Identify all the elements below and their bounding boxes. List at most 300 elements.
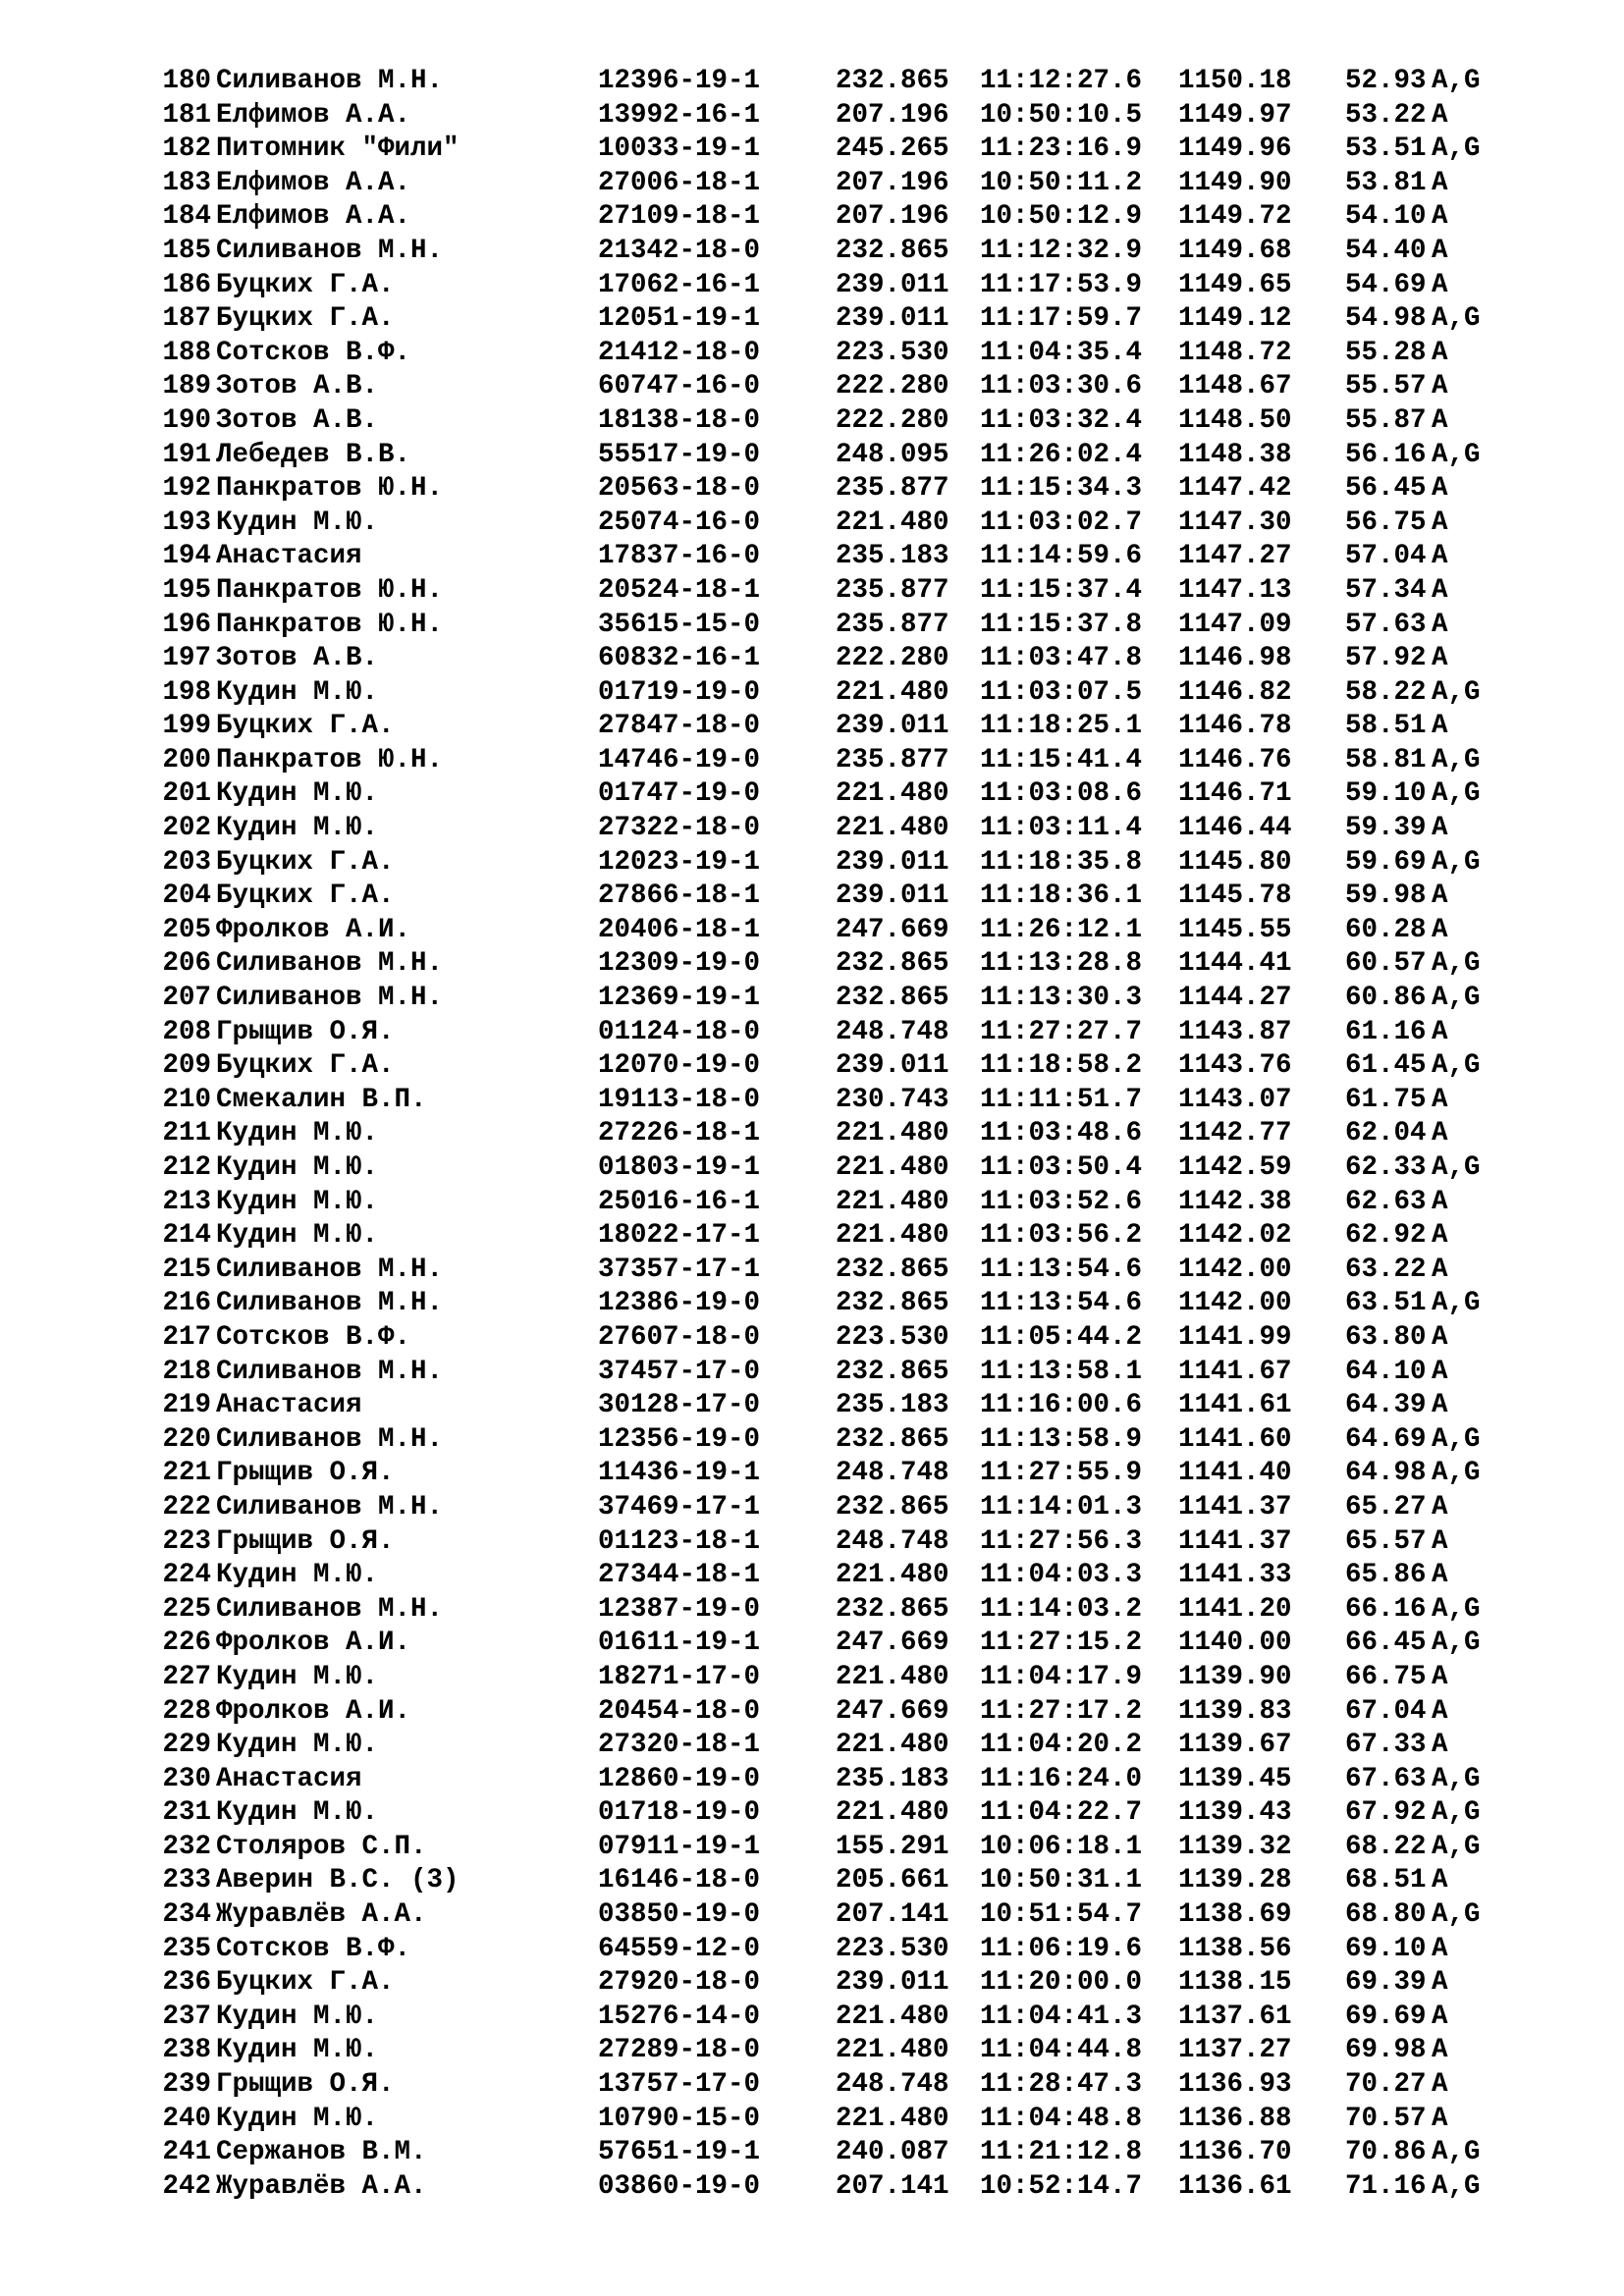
- table-row: [0, 1796, 1624, 1831]
- time-cell: 11:13:54.6: [980, 1254, 1143, 1285]
- ring-cell: 15276-14-0: [598, 2001, 761, 2032]
- name-cell: Силиванов М.Н.: [216, 1356, 444, 1387]
- table-row: [0, 65, 1624, 99]
- name-cell: Грыщив О.Я.: [216, 1458, 395, 1489]
- place-cell: 203: [162, 846, 211, 878]
- time-cell: 11:03:47.8: [980, 643, 1143, 674]
- cat-cell: A: [1432, 371, 1448, 402]
- place-cell: 188: [162, 337, 211, 368]
- coef-cell: 67.63: [1345, 1763, 1427, 1794]
- place-cell: 230: [162, 1763, 211, 1794]
- coef-cell: 57.63: [1345, 609, 1427, 640]
- coef-cell: 61.45: [1345, 1050, 1427, 1082]
- name-cell: Буцких Г.А.: [216, 1050, 395, 1082]
- cat-cell: A: [1432, 1525, 1448, 1557]
- speed-cell: 1136.88: [1178, 2103, 1292, 2134]
- cat-cell: A: [1432, 1560, 1448, 1591]
- place-cell: 214: [162, 1220, 211, 1252]
- name-cell: Сотсков В.Ф.: [216, 1321, 411, 1353]
- name-cell: Кудин М.Ю.: [216, 1730, 379, 1761]
- table-row: [0, 1423, 1624, 1458]
- place-cell: 228: [162, 1695, 211, 1727]
- speed-cell: 1149.90: [1178, 167, 1292, 198]
- place-cell: 213: [162, 1186, 211, 1217]
- place-cell: 202: [162, 813, 211, 844]
- table-row: [0, 1186, 1624, 1220]
- coef-cell: 69.39: [1345, 1967, 1427, 1999]
- cat-cell: A,G: [1432, 948, 1481, 980]
- table-row: [0, 1287, 1624, 1321]
- name-cell: Грыщив О.Я.: [216, 1525, 395, 1557]
- time-cell: 11:18:35.8: [980, 846, 1143, 878]
- cat-cell: A: [1432, 1321, 1448, 1353]
- speed-cell: 1147.13: [1178, 574, 1292, 606]
- cat-cell: A: [1432, 1865, 1448, 1896]
- cat-cell: A,G: [1432, 2137, 1481, 2168]
- cat-cell: A,G: [1432, 676, 1481, 708]
- distance-cell: 222.280: [836, 371, 949, 402]
- coef-cell: 65.27: [1345, 1491, 1427, 1522]
- time-cell: 11:03:32.4: [980, 404, 1143, 436]
- coef-cell: 62.63: [1345, 1186, 1427, 1217]
- distance-cell: 207.196: [836, 99, 949, 131]
- time-cell: 11:27:17.2: [980, 1695, 1143, 1727]
- place-cell: 192: [162, 473, 211, 505]
- speed-cell: 1141.37: [1178, 1491, 1292, 1522]
- time-cell: 11:03:07.5: [980, 676, 1143, 708]
- name-cell: Кудин М.Ю.: [216, 2035, 379, 2066]
- coef-cell: 67.92: [1345, 1797, 1427, 1829]
- table-row: [0, 200, 1624, 235]
- ring-cell: 18022-17-1: [598, 1220, 761, 1252]
- time-cell: 11:17:53.9: [980, 269, 1143, 300]
- coef-cell: 64.10: [1345, 1356, 1427, 1387]
- place-cell: 242: [162, 2170, 211, 2202]
- table-row: [0, 540, 1624, 574]
- distance-cell: 207.141: [836, 1899, 949, 1931]
- cat-cell: A,G: [1432, 744, 1481, 775]
- coef-cell: 54.10: [1345, 201, 1427, 233]
- place-cell: 204: [162, 881, 211, 912]
- time-cell: 11:13:54.6: [980, 1288, 1143, 1319]
- coef-cell: 65.57: [1345, 1525, 1427, 1557]
- table-row: [0, 710, 1624, 744]
- table-row: [0, 1525, 1624, 1560]
- name-cell: Силиванов М.Н.: [216, 948, 444, 980]
- table-row: [0, 777, 1624, 812]
- ring-cell: 01718-19-0: [598, 1797, 761, 1829]
- time-cell: 11:14:03.2: [980, 1593, 1143, 1625]
- ring-cell: 18271-17-0: [598, 1661, 761, 1692]
- speed-cell: 1147.42: [1178, 473, 1292, 505]
- place-cell: 229: [162, 1730, 211, 1761]
- ring-cell: 55517-19-0: [598, 439, 761, 470]
- table-row: [0, 574, 1624, 609]
- place-cell: 200: [162, 744, 211, 775]
- table-row: [0, 914, 1624, 948]
- name-cell: Силиванов М.Н.: [216, 235, 444, 266]
- name-cell: Кудин М.Ю.: [216, 1186, 379, 1217]
- place-cell: 239: [162, 2069, 211, 2101]
- name-cell: Анастасия: [216, 1763, 362, 1794]
- distance-cell: 221.480: [836, 1118, 949, 1149]
- cat-cell: A,G: [1432, 1152, 1481, 1183]
- table-row: [0, 167, 1624, 201]
- place-cell: 223: [162, 1525, 211, 1557]
- table-row: [0, 1763, 1624, 1797]
- speed-cell: 1145.80: [1178, 846, 1292, 878]
- ring-cell: 11436-19-1: [598, 1458, 761, 1489]
- time-cell: 11:04:22.7: [980, 1797, 1143, 1829]
- ring-cell: 01123-18-1: [598, 1525, 761, 1557]
- time-cell: 11:05:44.2: [980, 1321, 1143, 1353]
- speed-cell: 1138.15: [1178, 1967, 1292, 1999]
- place-cell: 240: [162, 2103, 211, 2134]
- name-cell: Фролков А.И.: [216, 914, 411, 945]
- distance-cell: 232.865: [836, 1491, 949, 1522]
- coef-cell: 70.27: [1345, 2069, 1427, 2101]
- table-row: [0, 1151, 1624, 1186]
- time-cell: 11:21:12.8: [980, 2137, 1143, 2168]
- place-cell: 187: [162, 303, 211, 335]
- ring-cell: 03850-19-0: [598, 1899, 761, 1931]
- speed-cell: 1141.99: [1178, 1321, 1292, 1353]
- speed-cell: 1139.90: [1178, 1661, 1292, 1692]
- place-cell: 236: [162, 1967, 211, 1999]
- distance-cell: 235.183: [836, 1763, 949, 1794]
- time-cell: 11:14:59.6: [980, 541, 1143, 572]
- name-cell: Кудин М.Ю.: [216, 1560, 379, 1591]
- cat-cell: A,G: [1432, 1593, 1481, 1625]
- distance-cell: 221.480: [836, 813, 949, 844]
- table-row: [0, 1559, 1624, 1593]
- speed-cell: 1146.78: [1178, 711, 1292, 742]
- time-cell: 11:03:50.4: [980, 1152, 1143, 1183]
- distance-cell: 248.748: [836, 1458, 949, 1489]
- cat-cell: A: [1432, 1186, 1448, 1217]
- ring-cell: 64559-12-0: [598, 1933, 761, 1964]
- coef-cell: 59.98: [1345, 881, 1427, 912]
- coef-cell: 61.16: [1345, 1016, 1427, 1047]
- time-cell: 11:18:25.1: [980, 711, 1143, 742]
- name-cell: Кудин М.Ю.: [216, 1661, 379, 1692]
- speed-cell: 1147.09: [1178, 609, 1292, 640]
- ring-cell: 27109-18-1: [598, 201, 761, 233]
- ring-cell: 12070-19-0: [598, 1050, 761, 1082]
- ring-cell: 27322-18-0: [598, 813, 761, 844]
- distance-cell: 239.011: [836, 711, 949, 742]
- name-cell: Кудин М.Ю.: [216, 1797, 379, 1829]
- name-cell: Буцких Г.А.: [216, 1967, 395, 1999]
- distance-cell: 221.480: [836, 2035, 949, 2066]
- coef-cell: 64.69: [1345, 1423, 1427, 1455]
- table-row: [0, 1117, 1624, 1151]
- coef-cell: 53.81: [1345, 167, 1427, 198]
- table-row: [0, 676, 1624, 711]
- table-row: [0, 439, 1624, 473]
- distance-cell: 239.011: [836, 303, 949, 335]
- time-cell: 10:06:18.1: [980, 1831, 1143, 1862]
- distance-cell: 232.865: [836, 1423, 949, 1455]
- distance-cell: 239.011: [836, 1050, 949, 1082]
- time-cell: 11:04:44.8: [980, 2035, 1143, 2066]
- cat-cell: A: [1432, 1491, 1448, 1522]
- distance-cell: 239.011: [836, 881, 949, 912]
- distance-cell: 222.280: [836, 643, 949, 674]
- ring-cell: 37469-17-1: [598, 1491, 761, 1522]
- distance-cell: 245.265: [836, 133, 949, 165]
- time-cell: 10:52:14.7: [980, 2170, 1143, 2202]
- speed-cell: 1139.28: [1178, 1865, 1292, 1896]
- time-cell: 10:50:31.1: [980, 1865, 1143, 1896]
- name-cell: Елфимов А.А.: [216, 99, 411, 131]
- speed-cell: 1148.50: [1178, 404, 1292, 436]
- ring-cell: 27289-18-0: [598, 2035, 761, 2066]
- name-cell: Буцких Г.А.: [216, 269, 395, 300]
- distance-cell: 205.661: [836, 1865, 949, 1896]
- speed-cell: 1138.69: [1178, 1899, 1292, 1931]
- distance-cell: 221.480: [836, 1560, 949, 1591]
- speed-cell: 1146.98: [1178, 643, 1292, 674]
- coef-cell: 69.69: [1345, 2001, 1427, 2032]
- coef-cell: 67.04: [1345, 1695, 1427, 1727]
- table-row: [0, 1966, 1624, 2001]
- speed-cell: 1141.60: [1178, 1423, 1292, 1455]
- distance-cell: 235.877: [836, 609, 949, 640]
- time-cell: 11:03:48.6: [980, 1118, 1143, 1149]
- ring-cell: 13757-17-0: [598, 2069, 761, 2101]
- time-cell: 11:03:56.2: [980, 1220, 1143, 1252]
- place-cell: 189: [162, 371, 211, 402]
- ring-cell: 37357-17-1: [598, 1254, 761, 1285]
- time-cell: 11:27:55.9: [980, 1458, 1143, 1489]
- speed-cell: 1145.78: [1178, 881, 1292, 912]
- place-cell: 234: [162, 1899, 211, 1931]
- time-cell: 10:50:12.9: [980, 201, 1143, 233]
- distance-cell: 221.480: [836, 778, 949, 810]
- ring-cell: 12369-19-1: [598, 983, 761, 1014]
- distance-cell: 235.877: [836, 744, 949, 775]
- name-cell: Анастасия: [216, 1390, 362, 1421]
- coef-cell: 60.57: [1345, 948, 1427, 980]
- table-row: [0, 507, 1624, 541]
- name-cell: Фролков А.И.: [216, 1695, 411, 1727]
- place-cell: 220: [162, 1423, 211, 1455]
- coef-cell: 54.98: [1345, 303, 1427, 335]
- speed-cell: 1139.83: [1178, 1695, 1292, 1727]
- table-row: [0, 1729, 1624, 1763]
- distance-cell: 235.877: [836, 574, 949, 606]
- ring-cell: 18138-18-0: [598, 404, 761, 436]
- table-row: [0, 2103, 1624, 2137]
- time-cell: 11:15:34.3: [980, 473, 1143, 505]
- table-row: [0, 2034, 1624, 2068]
- time-cell: 11:18:36.1: [980, 881, 1143, 912]
- place-cell: 195: [162, 574, 211, 606]
- ring-cell: 01124-18-0: [598, 1016, 761, 1047]
- coef-cell: 64.39: [1345, 1390, 1427, 1421]
- coef-cell: 62.33: [1345, 1152, 1427, 1183]
- ring-cell: 37457-17-0: [598, 1356, 761, 1387]
- time-cell: 11:04:48.8: [980, 2103, 1143, 2134]
- cat-cell: A: [1432, 201, 1448, 233]
- speed-cell: 1142.38: [1178, 1186, 1292, 1217]
- speed-cell: 1149.68: [1178, 235, 1292, 266]
- ring-cell: 12386-19-0: [598, 1288, 761, 1319]
- table-row: [0, 1661, 1624, 1695]
- ring-cell: 07911-19-1: [598, 1831, 761, 1862]
- ring-cell: 21342-18-0: [598, 235, 761, 266]
- time-cell: 11:27:27.7: [980, 1016, 1143, 1047]
- time-cell: 11:13:28.8: [980, 948, 1143, 980]
- place-cell: 231: [162, 1797, 211, 1829]
- distance-cell: 230.743: [836, 1084, 949, 1115]
- distance-cell: 221.480: [836, 1220, 949, 1252]
- distance-cell: 221.480: [836, 1186, 949, 1217]
- place-cell: 190: [162, 404, 211, 436]
- time-cell: 11:15:37.4: [980, 574, 1143, 606]
- ring-cell: 01747-19-0: [598, 778, 761, 810]
- cat-cell: A: [1432, 1695, 1448, 1727]
- speed-cell: 1141.33: [1178, 1560, 1292, 1591]
- coef-cell: 63.80: [1345, 1321, 1427, 1353]
- coef-cell: 52.93: [1345, 66, 1427, 96]
- place-cell: 201: [162, 778, 211, 810]
- ring-cell: 17062-16-1: [598, 269, 761, 300]
- name-cell: Кудин М.Ю.: [216, 2103, 379, 2134]
- distance-cell: 232.865: [836, 1356, 949, 1387]
- distance-cell: 221.480: [836, 1797, 949, 1829]
- cat-cell: A,G: [1432, 66, 1481, 96]
- cat-cell: A: [1432, 541, 1448, 572]
- place-cell: 183: [162, 167, 211, 198]
- time-cell: 11:15:41.4: [980, 744, 1143, 775]
- distance-cell: 221.480: [836, 1730, 949, 1761]
- speed-cell: 1149.65: [1178, 269, 1292, 300]
- time-cell: 11:03:11.4: [980, 813, 1143, 844]
- distance-cell: 232.865: [836, 1593, 949, 1625]
- cat-cell: A: [1432, 1390, 1448, 1421]
- table-row: [0, 880, 1624, 914]
- coef-cell: 58.22: [1345, 676, 1427, 708]
- place-cell: 219: [162, 1390, 211, 1421]
- speed-cell: 1145.55: [1178, 914, 1292, 945]
- cat-cell: A: [1432, 473, 1448, 505]
- cat-cell: A: [1432, 2035, 1448, 2066]
- place-cell: 199: [162, 711, 211, 742]
- cat-cell: A: [1432, 914, 1448, 945]
- coef-cell: 60.28: [1345, 914, 1427, 945]
- ring-cell: 12387-19-0: [598, 1593, 761, 1625]
- table-row: [0, 1933, 1624, 1967]
- time-cell: 11:04:03.3: [980, 1560, 1143, 1591]
- speed-cell: 1137.27: [1178, 2035, 1292, 2066]
- ring-cell: 60832-16-1: [598, 643, 761, 674]
- cat-cell: A,G: [1432, 303, 1481, 335]
- cat-cell: A: [1432, 235, 1448, 266]
- table-row: [0, 947, 1624, 982]
- coef-cell: 68.51: [1345, 1865, 1427, 1896]
- table-row: [0, 337, 1624, 371]
- coef-cell: 68.22: [1345, 1831, 1427, 1862]
- speed-cell: 1146.76: [1178, 744, 1292, 775]
- speed-cell: 1141.67: [1178, 1356, 1292, 1387]
- place-cell: 211: [162, 1118, 211, 1149]
- speed-cell: 1146.82: [1178, 676, 1292, 708]
- coef-cell: 69.98: [1345, 2035, 1427, 2066]
- time-cell: 11:23:16.9: [980, 133, 1143, 165]
- speed-cell: 1139.43: [1178, 1797, 1292, 1829]
- name-cell: Лебедев В.В.: [216, 439, 411, 470]
- speed-cell: 1148.72: [1178, 337, 1292, 368]
- ring-cell: 13992-16-1: [598, 99, 761, 131]
- speed-cell: 1137.61: [1178, 2001, 1292, 2032]
- table-row: [0, 1864, 1624, 1898]
- cat-cell: A,G: [1432, 1831, 1481, 1862]
- name-cell: Сержанов В.М.: [216, 2137, 427, 2168]
- name-cell: Силиванов М.Н.: [216, 1593, 444, 1625]
- ring-cell: 27344-18-1: [598, 1560, 761, 1591]
- time-cell: 11:03:02.7: [980, 507, 1143, 538]
- coef-cell: 66.75: [1345, 1661, 1427, 1692]
- time-cell: 11:16:00.6: [980, 1390, 1143, 1421]
- table-row: [0, 2170, 1624, 2205]
- name-cell: Кудин М.Ю.: [216, 1118, 379, 1149]
- ring-cell: 27866-18-1: [598, 881, 761, 912]
- table-row: [0, 846, 1624, 881]
- table-row: [0, 1084, 1624, 1118]
- cat-cell: A: [1432, 1661, 1448, 1692]
- time-cell: 11:28:47.3: [980, 2069, 1143, 2101]
- name-cell: Кудин М.Ю.: [216, 507, 379, 538]
- name-cell: Зотов А.В.: [216, 371, 379, 402]
- coef-cell: 56.45: [1345, 473, 1427, 505]
- ring-cell: 10033-19-1: [598, 133, 761, 165]
- speed-cell: 1146.44: [1178, 813, 1292, 844]
- name-cell: Силиванов М.Н.: [216, 1288, 444, 1319]
- distance-cell: 232.865: [836, 1288, 949, 1319]
- time-cell: 10:50:10.5: [980, 99, 1143, 131]
- coef-cell: 71.16: [1345, 2170, 1427, 2202]
- speed-cell: 1146.71: [1178, 778, 1292, 810]
- cat-cell: A: [1432, 99, 1448, 131]
- name-cell: Грыщив О.Я.: [216, 2069, 395, 2101]
- speed-cell: 1143.76: [1178, 1050, 1292, 1082]
- distance-cell: 223.530: [836, 1321, 949, 1353]
- distance-cell: 240.087: [836, 2137, 949, 2168]
- time-cell: 11:04:17.9: [980, 1661, 1143, 1692]
- distance-cell: 248.748: [836, 2069, 949, 2101]
- distance-cell: 239.011: [836, 269, 949, 300]
- coef-cell: 62.04: [1345, 1118, 1427, 1149]
- speed-cell: 1142.00: [1178, 1254, 1292, 1285]
- name-cell: Смекалин В.П.: [216, 1084, 427, 1115]
- table-row: [0, 269, 1624, 303]
- name-cell: Грыщив О.Я.: [216, 1016, 395, 1047]
- coef-cell: 60.86: [1345, 983, 1427, 1014]
- distance-cell: 207.196: [836, 167, 949, 198]
- coef-cell: 56.75: [1345, 507, 1427, 538]
- ring-cell: 16146-18-0: [598, 1865, 761, 1896]
- place-cell: 206: [162, 948, 211, 980]
- ring-cell: 60747-16-0: [598, 371, 761, 402]
- coef-cell: 53.22: [1345, 99, 1427, 131]
- speed-cell: 1147.30: [1178, 507, 1292, 538]
- speed-cell: 1150.18: [1178, 66, 1292, 96]
- table-row: [0, 302, 1624, 337]
- ring-cell: 20454-18-0: [598, 1695, 761, 1727]
- cat-cell: A: [1432, 574, 1448, 606]
